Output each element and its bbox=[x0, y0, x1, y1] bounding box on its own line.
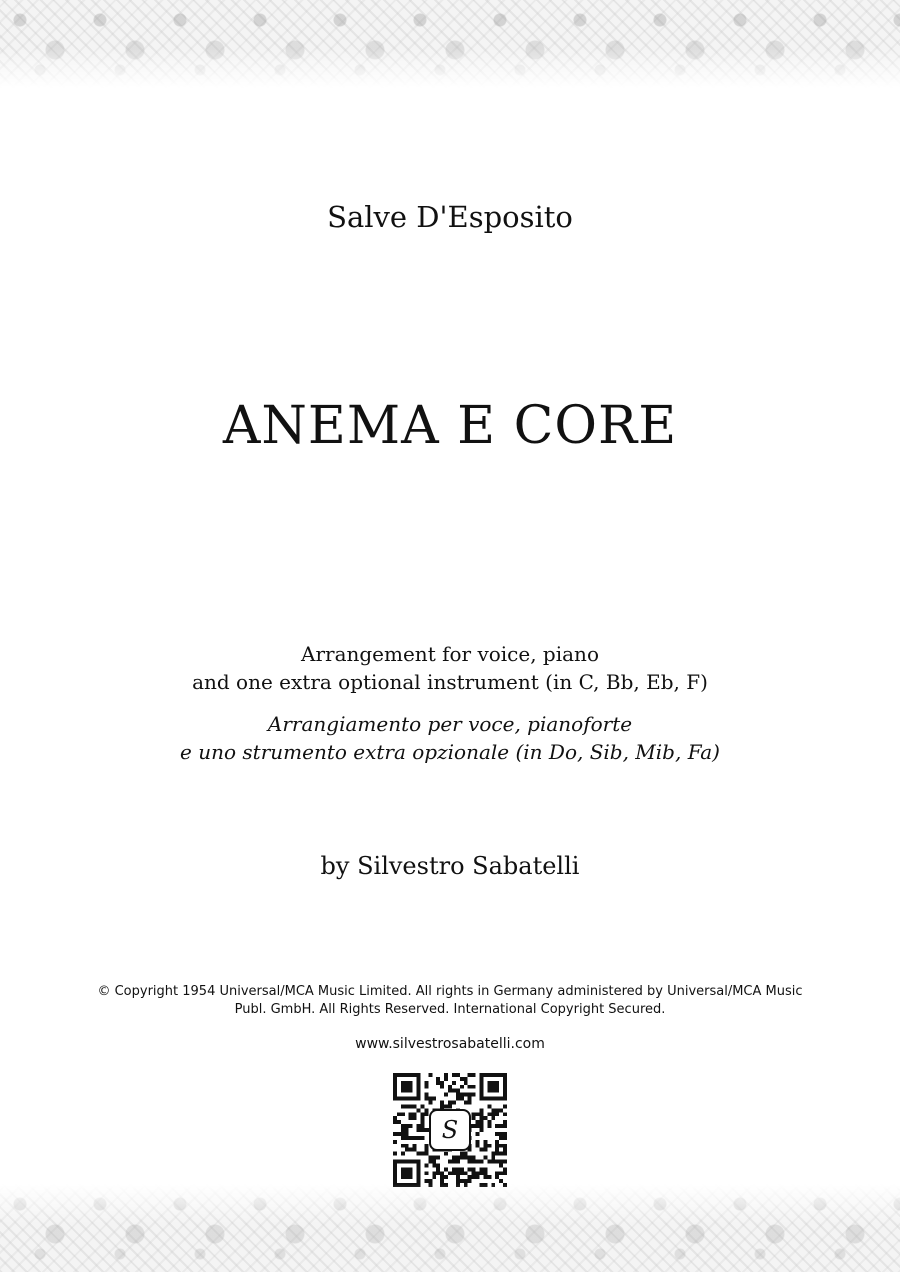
arrangement-description-en bbox=[0, 640, 900, 696]
description-en-line-1: Arrangement for voice, piano bbox=[301, 642, 599, 666]
composer-name: Salve D'Esposito bbox=[327, 200, 573, 234]
arranger-byline: by Silvestro Sabatelli bbox=[320, 852, 580, 880]
decorative-border-bottom bbox=[0, 1184, 900, 1272]
description-en-line-2: and one extra optional instrument (in C, Bb, Eb, F) bbox=[192, 670, 708, 694]
qr-code-icon[interactable] bbox=[393, 1073, 507, 1187]
description-it-line-2: e uno strumento extra opzionale (in Do, Sib, Mib, Fa) bbox=[180, 740, 720, 764]
qr-logo-badge: S bbox=[429, 1109, 471, 1151]
decorative-border-top bbox=[0, 0, 900, 88]
copyright-notice bbox=[60, 983, 840, 1019]
website-link[interactable]: www.silvestrosabatelli.com bbox=[355, 1036, 545, 1052]
page-title: ANEMA E CORE bbox=[222, 396, 678, 456]
arrangement-description-it bbox=[0, 710, 900, 766]
copyright-line-2: Publ. GmbH. All Rights Reserved. International Copyright Secured. bbox=[234, 1002, 666, 1017]
copyright-line-1: © Copyright 1954 Universal/MCA Music Limited. All rights in Germany administered by Universal/MCA Music bbox=[97, 984, 803, 999]
description-it-line-1: Arrangiamento per voce, pianoforte bbox=[267, 712, 633, 736]
